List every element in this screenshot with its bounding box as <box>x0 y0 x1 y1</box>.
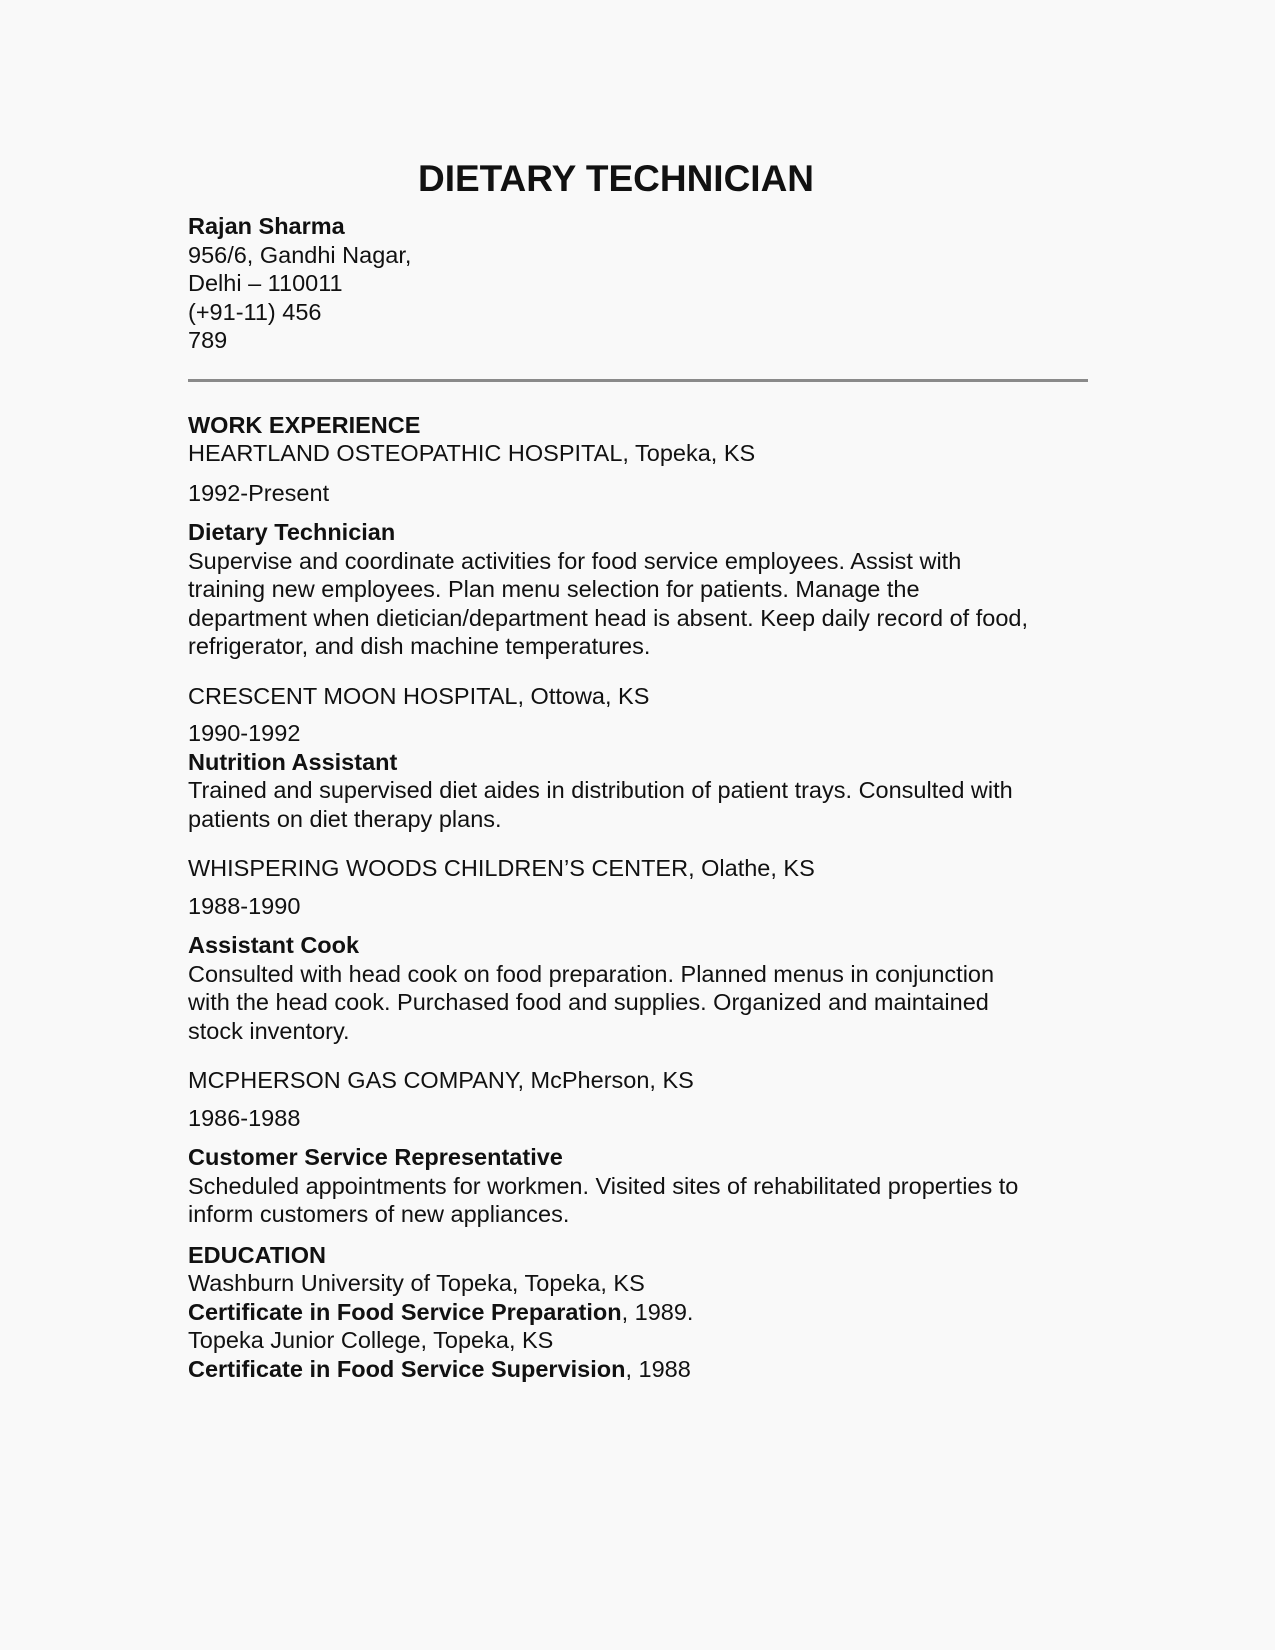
job-description <box>188 547 1088 661</box>
job-description-line: Trained and supervised diet aides in distribution of patient trays. Consulted with <box>188 777 1013 803</box>
education-school: Washburn University of Topeka, Topeka, KS <box>188 1270 645 1296</box>
certificate-name: Certificate in Food Service Preparation <box>188 1298 622 1325</box>
work-experience-section <box>188 411 1088 1229</box>
job-employer: MCPHERSON GAS COMPANY, McPherson, KS <box>188 1067 694 1093</box>
page-title: DIETARY TECHNICIAN <box>417 158 815 199</box>
job-description-line: inform customers of new appliances. <box>188 1201 570 1227</box>
job-employer: HEARTLAND OSTEOPATHIC HOSPITAL, Topeka, KS <box>188 440 756 466</box>
job-entry <box>188 682 1088 834</box>
contact-address-line-2: Delhi – 110011 <box>188 270 343 296</box>
job-description <box>188 776 1088 833</box>
certificate-year: , 1989. <box>621 1298 694 1325</box>
work-experience-heading: WORK EXPERIENCE <box>188 411 421 438</box>
education-section <box>188 1241 1088 1384</box>
job-dates: 1986-1988 <box>188 1104 301 1131</box>
job-description-line: refrigerator, and dish machine temperatures. <box>188 633 651 659</box>
certificate-year: , 1988 <box>625 1355 691 1382</box>
job-description-line: patients on diet therapy plans. <box>188 805 502 832</box>
education-school: Topeka Junior College, Topeka, KS <box>188 1327 554 1353</box>
job-description-line: with the head cook. Purchased food and supplies. Organized and maintained <box>188 989 989 1015</box>
job-dates: 1990-1992 <box>188 720 301 746</box>
resume-content <box>188 212 1088 1383</box>
job-employer: CRESCENT MOON HOSPITAL, Ottowa, KS <box>188 682 650 709</box>
contact-phone-line-2: 789 <box>188 327 228 353</box>
job-role: Assistant Cook <box>188 932 360 958</box>
education-heading: EDUCATION <box>188 1241 326 1268</box>
contact-address-line-1: 956/6, Gandhi Nagar, <box>188 241 412 268</box>
job-entry <box>188 854 1088 1045</box>
job-description-line: department when dietician/department head is absent. Keep daily record of food, <box>188 604 1028 631</box>
contact-phone-line-1: (+91-11) 456 <box>188 298 322 325</box>
job-entry <box>188 1066 1088 1229</box>
section-divider <box>188 379 1088 382</box>
job-description <box>188 960 1088 1046</box>
job-employer: WHISPERING WOODS CHILDREN’S CENTER, Olathe, KS <box>188 855 815 881</box>
education-certificate <box>188 1355 1088 1384</box>
job-description-line: Consulted with head cook on food preparation. Planned menus in conjunction <box>188 960 995 987</box>
job-description-line: Scheduled appointments for workmen. Visited sites of rehabilitated properties to <box>188 1172 1019 1199</box>
job-description <box>188 1172 1088 1229</box>
job-role: Customer Service Representative <box>188 1144 563 1170</box>
contact-block <box>188 212 1088 355</box>
job-dates: 1988-1990 <box>188 892 301 919</box>
job-role: Nutrition Assistant <box>188 748 398 775</box>
job-description-line: stock inventory. <box>188 1017 350 1044</box>
education-certificate <box>188 1298 1088 1327</box>
job-description-line: training new employees. Plan menu selection for patients. Manage the <box>188 576 920 602</box>
job-dates: 1992-Present <box>188 479 330 506</box>
job-entry <box>188 439 1088 661</box>
contact-name: Rajan Sharma <box>188 213 345 239</box>
job-role: Dietary Technician <box>188 519 396 545</box>
certificate-name: Certificate in Food Service Supervision <box>188 1355 626 1382</box>
job-description-line: Supervise and coordinate activities for food service employees. Assist with <box>188 547 962 574</box>
